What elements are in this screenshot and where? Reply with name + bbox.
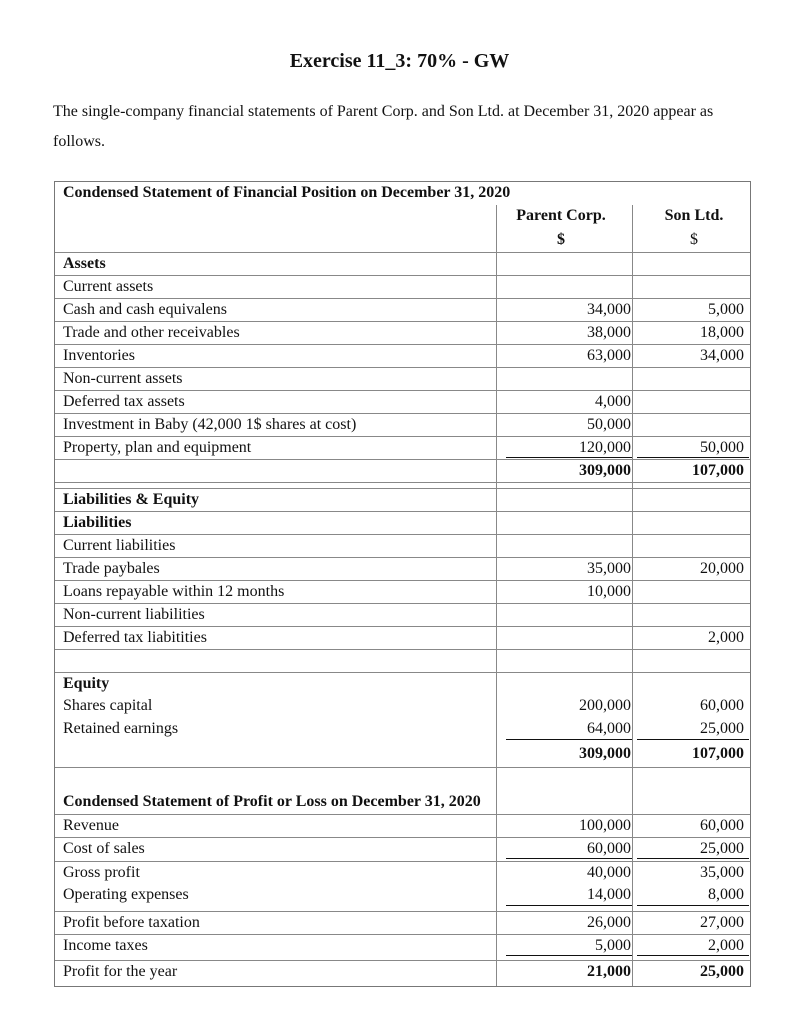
gross-profit-label: Gross profit: [63, 864, 140, 881]
table-row: [55, 275, 750, 298]
gross-son-value: 35,000: [700, 864, 744, 881]
table-row: [55, 413, 750, 436]
total-assets-son: 107,000: [692, 462, 744, 479]
profit-loss-heading: Condensed Statement of Profit or Loss on December 31, 2020: [63, 793, 481, 810]
gross-parent-value: 40,000: [587, 864, 631, 881]
cash-parent-value: 34,000: [587, 301, 631, 318]
ppe-son-value: 50,000: [700, 439, 744, 456]
retained-parent-value: 64,000: [587, 720, 631, 737]
underline: [637, 739, 749, 740]
share-capital-son-value: 60,000: [700, 697, 744, 714]
parent-column-header: Parent Corp.: [516, 207, 606, 224]
receivables-parent-value: 38,000: [587, 324, 631, 341]
table-row: [55, 672, 750, 695]
share-capital-label: Shares capital: [63, 697, 153, 714]
receivables-label: Trade and other receivables: [63, 324, 240, 341]
total-le-parent: 309,000: [579, 745, 631, 762]
table-row: [55, 695, 750, 718]
receivables-son-value: 18,000: [700, 324, 744, 341]
underline: [637, 858, 749, 859]
underline: [506, 858, 632, 859]
profit-for-year-label: Profit for the year: [63, 963, 178, 980]
revenue-son-value: 60,000: [700, 817, 744, 834]
table-row: [55, 534, 750, 557]
table-row: [55, 626, 750, 649]
inventories-label: Inventories: [63, 347, 135, 364]
payables-label: Trade paybales: [63, 560, 160, 577]
table-row: [55, 367, 750, 390]
pbt-label: Profit before taxation: [63, 914, 200, 931]
underline: [506, 955, 632, 956]
parent-unit: $: [557, 231, 565, 248]
investment-parent-value: 50,000: [587, 416, 631, 433]
dtl-son-value: 2,000: [708, 629, 744, 646]
table-row: [55, 252, 750, 275]
dta-parent-value: 4,000: [595, 393, 631, 410]
payables-parent-value: 35,000: [587, 560, 631, 577]
table-row: [55, 884, 750, 907]
tax-son-value: 2,000: [708, 937, 744, 954]
liabilities-heading: Liabilities: [63, 514, 132, 531]
table-row: [55, 459, 750, 482]
profit-parent-value: 21,000: [587, 963, 631, 980]
table-row: [55, 488, 750, 511]
table-row: [55, 580, 750, 603]
underline: [637, 955, 749, 956]
loans-label: Loans repayable within 12 months: [63, 583, 285, 600]
retained-earnings-label: Retained earnings: [63, 720, 179, 737]
page-title: Exercise 11_3: 70% - GW: [289, 50, 510, 72]
intro-paragraph: The single-company financial statements of Parent Corp. and Son Ltd. at December 31, 2020 appear as follows.: [53, 103, 714, 150]
table-row: [55, 767, 750, 790]
underline: [637, 905, 749, 906]
dtl-label: Deferred tax liabitities: [63, 629, 207, 646]
tax-parent-value: 5,000: [595, 937, 631, 954]
table-row: [55, 934, 750, 957]
investment-label: Investment in Baby (42,000 1$ shares at cost): [63, 416, 357, 433]
financial-statements-table: [54, 181, 751, 987]
financial-position-heading: Condensed Statement of Financial Position on December 31, 2020: [63, 184, 511, 201]
current-assets-label: Current assets: [63, 278, 154, 295]
table-row: [55, 344, 750, 367]
cash-label: Cash and cash equivalens: [63, 301, 227, 318]
inventories-son-value: 34,000: [700, 347, 744, 364]
profit-son-value: 25,000: [700, 963, 744, 980]
table-row: [55, 436, 750, 459]
table-row: [55, 743, 750, 766]
revenue-label: Revenue: [63, 817, 119, 834]
cash-son-value: 5,000: [708, 301, 744, 318]
column-names-row: [55, 205, 750, 228]
cos-son-value: 25,000: [700, 840, 744, 857]
payables-son-value: 20,000: [700, 560, 744, 577]
dta-label: Deferred tax assets: [63, 393, 185, 410]
table-row: [55, 557, 750, 580]
income-taxes-label: Income taxes: [63, 937, 148, 954]
column-units-row: [55, 229, 750, 252]
total-assets-parent: 309,000: [579, 462, 631, 479]
table-row: [55, 814, 750, 837]
ppe-parent-value: 120,000: [579, 439, 631, 456]
son-unit: $: [690, 231, 698, 248]
total-le-son: 107,000: [692, 745, 744, 762]
table-row: [55, 603, 750, 626]
underline: [506, 739, 632, 740]
table-row: [55, 649, 750, 672]
underline: [637, 457, 749, 458]
table-row: [55, 511, 750, 534]
share-capital-parent-value: 200,000: [579, 697, 631, 714]
table-row: [55, 390, 750, 413]
table-row: [55, 911, 750, 934]
table-row: [55, 861, 750, 884]
operating-expenses-label: Operating expenses: [63, 886, 189, 903]
current-liabilities-label: Current liabilities: [63, 537, 176, 554]
table-row: [55, 321, 750, 344]
opex-parent-value: 14,000: [587, 886, 631, 903]
underline: [506, 457, 632, 458]
liabilities-equity-heading: Liabilities & Equity: [63, 491, 200, 508]
pbt-parent-value: 26,000: [587, 914, 631, 931]
table-row: [55, 791, 750, 814]
table-row: [55, 837, 750, 860]
equity-heading: Equity: [63, 675, 110, 692]
assets-heading: Assets: [63, 255, 106, 272]
opex-son-value: 8,000: [708, 886, 744, 903]
cost-of-sales-label: Cost of sales: [63, 840, 145, 857]
table-row: [55, 718, 750, 741]
retained-son-value: 25,000: [700, 720, 744, 737]
table-row: [55, 298, 750, 321]
underline: [506, 905, 632, 906]
loans-parent-value: 10,000: [587, 583, 631, 600]
table-heading-row: [55, 182, 750, 205]
revenue-parent-value: 100,000: [579, 817, 631, 834]
noncurrent-liabilities-label: Non-current liabilities: [63, 606, 205, 623]
inventories-parent-value: 63,000: [587, 347, 631, 364]
table-row: [55, 960, 750, 983]
pbt-son-value: 27,000: [700, 914, 744, 931]
ppe-label: Property, plan and equipment: [63, 439, 252, 456]
son-column-header: Son Ltd.: [664, 207, 724, 224]
noncurrent-assets-label: Non-current assets: [63, 370, 183, 387]
cos-parent-value: 60,000: [587, 840, 631, 857]
